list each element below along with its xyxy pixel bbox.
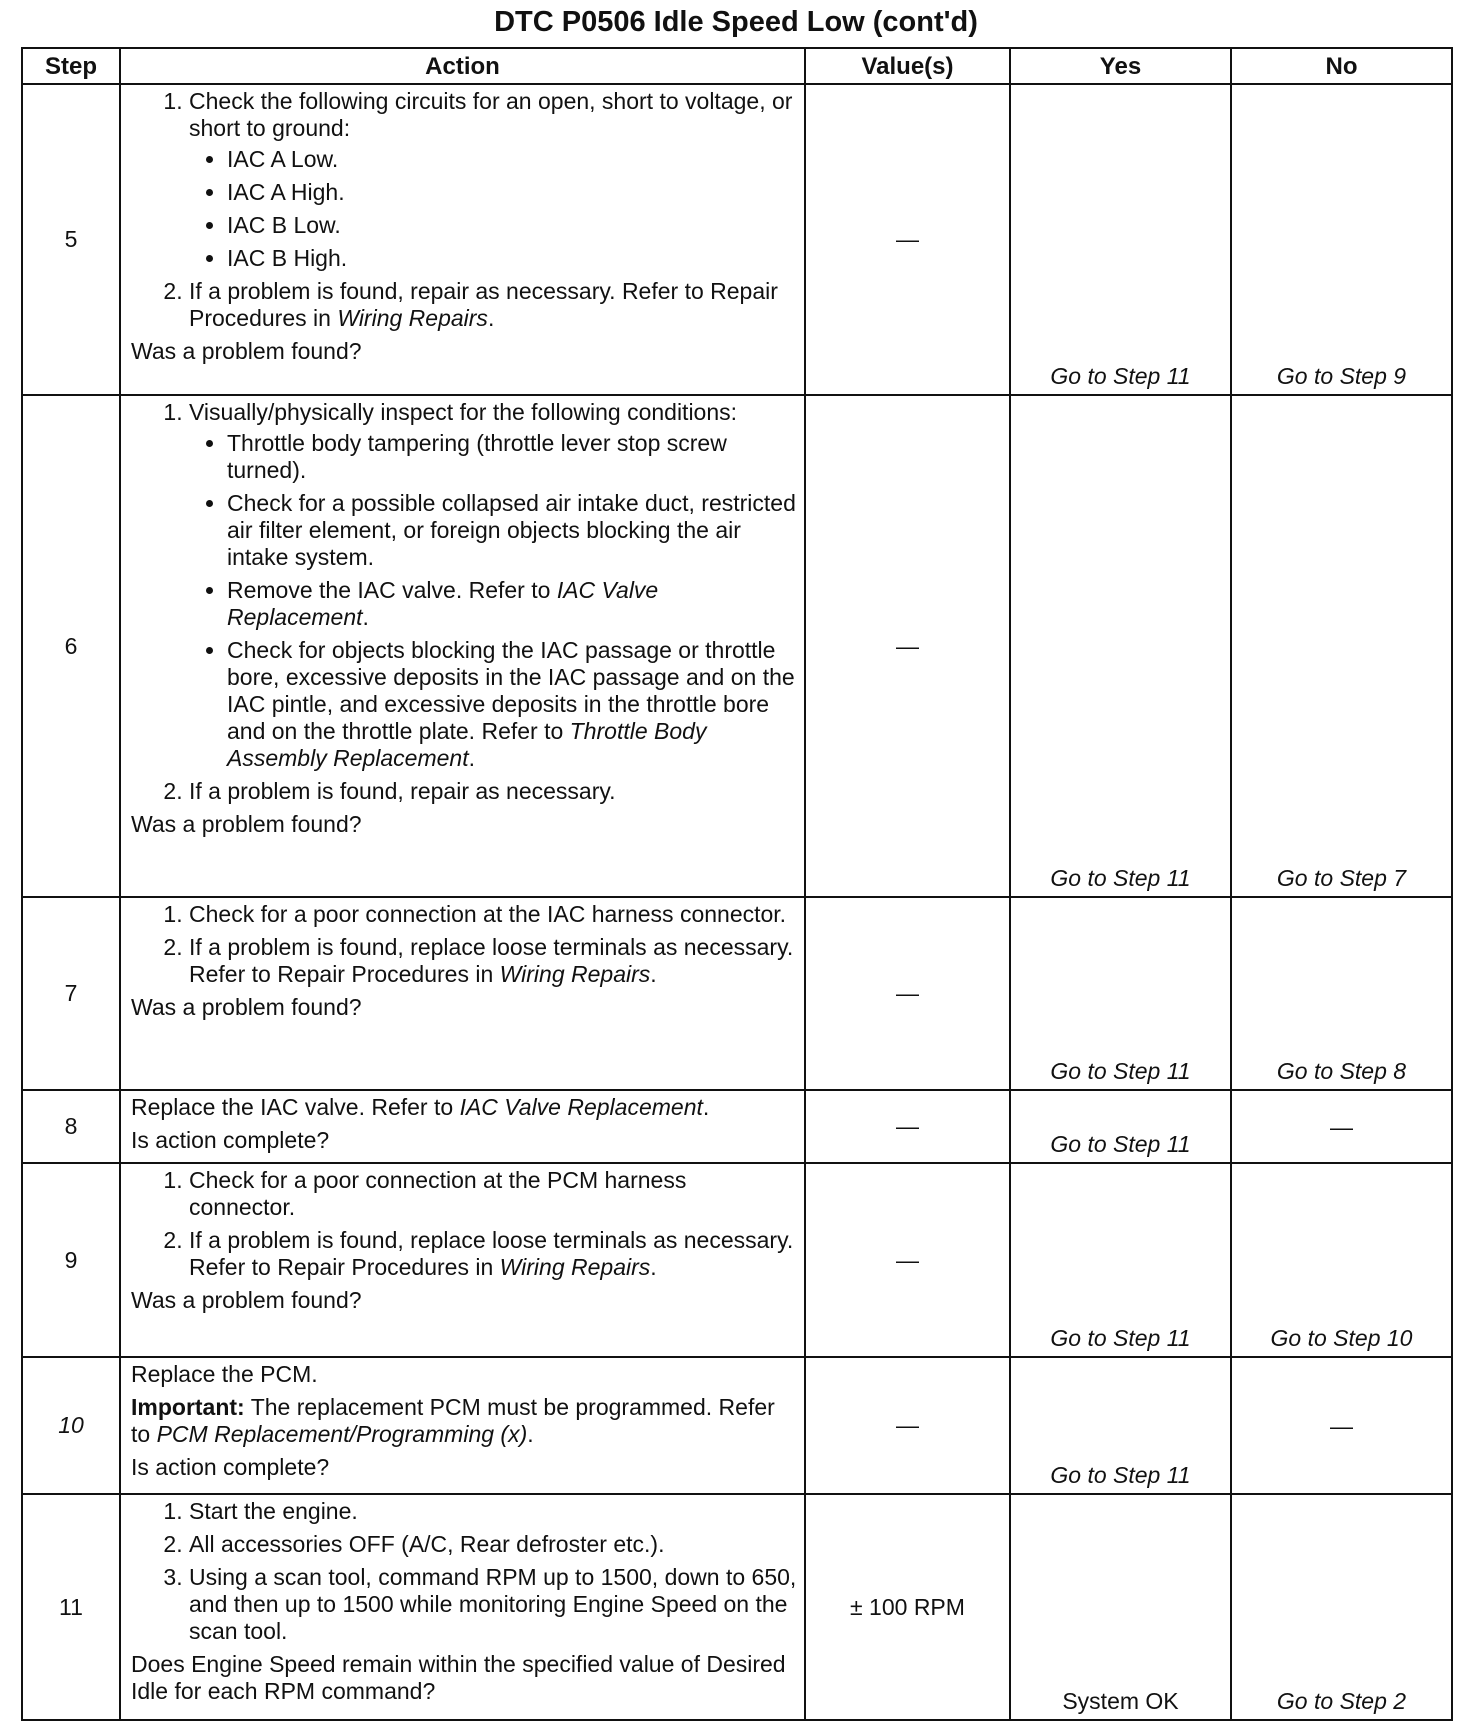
step-number: 9 (22, 1163, 120, 1357)
header-no: No (1231, 48, 1452, 84)
table-row (22, 395, 1452, 897)
step-number: 6 (22, 395, 120, 897)
list-item (189, 88, 798, 272)
value-cell: — (805, 1357, 1010, 1494)
action-line (131, 1094, 798, 1121)
list-item: 2. All accessories OFF (A/C, Rear defroster etc.). (189, 1531, 798, 1558)
list-item: • IAC B High. (227, 245, 798, 272)
reference-link: Wiring Repairs (337, 305, 488, 331)
page-title: DTC P0506 Idle Speed Low (cont'd) (494, 6, 978, 38)
list-item: 1. Check for a poor connection at the IAC harness connector. (189, 901, 798, 928)
action-cell (120, 1357, 805, 1494)
yes-cell: System OK (1010, 1494, 1231, 1720)
reference-link: PCM Replacement/Programming (x) (156, 1421, 528, 1447)
question-text: Was a problem found? (131, 1287, 362, 1313)
reference-link: Wiring Repairs (499, 961, 651, 987)
list-item (189, 1227, 798, 1281)
list-item: • Check for a possible collapsed air intake duct, restricted air filter element, or foreign objects blocking the air intake system. (227, 490, 798, 571)
value-cell: — (805, 84, 1010, 395)
list-item: 1. Check for a poor connection at the PCM harness connector. (189, 1167, 798, 1221)
action-text: If a problem is found, replace loose terminals as necessary. Refer to Repair Procedures in (189, 1227, 794, 1280)
yes-cell: Go to Step 11 (1010, 1357, 1231, 1494)
action-cell (120, 1494, 805, 1720)
step-number: 8 (22, 1090, 120, 1163)
header-yes: Yes (1010, 48, 1231, 84)
no-cell: — (1231, 1090, 1452, 1163)
value-cell: — (805, 395, 1010, 897)
question-text: Was a problem found? (131, 994, 362, 1020)
action-cell (120, 897, 805, 1090)
reference-link: Throttle Body Assembly Replacement (227, 718, 707, 771)
value-cell: — (805, 1163, 1010, 1357)
action-text: If a problem is found, replace loose terminals as necessary. Refer to Repair Procedures in (189, 934, 794, 987)
value-cell: — (805, 1090, 1010, 1163)
list-item: • IAC A Low. (227, 146, 798, 173)
list-item: 2. If a problem is found, repair as necessary. (189, 778, 798, 805)
action-text: The replacement PCM must be programmed. Refer to (131, 1394, 775, 1447)
action-cell (120, 84, 805, 395)
yes-cell: Go to Step 11 (1010, 395, 1231, 897)
bullet-list (189, 146, 798, 272)
important-note (131, 1394, 798, 1448)
punctuation: . (702, 1094, 710, 1120)
no-cell: Go to Step 10 (1231, 1163, 1452, 1357)
list-item (227, 637, 798, 772)
table-row (22, 1090, 1452, 1163)
list-item (189, 934, 798, 988)
action-list (131, 399, 798, 805)
table-row (22, 1494, 1452, 1720)
header-action: Action (120, 48, 805, 84)
no-cell: — (1231, 1357, 1452, 1494)
table-row (22, 1163, 1452, 1357)
list-item: • Throttle body tampering (throttle lever stop screw turned). (227, 430, 798, 484)
list-item (227, 577, 798, 631)
punctuation: . (468, 745, 475, 771)
reference-link: IAC Valve Replacement (227, 577, 659, 630)
table-row (22, 897, 1452, 1090)
reference-link: IAC Valve Replacement (459, 1094, 703, 1120)
action-list (131, 1498, 798, 1645)
question-text: Was a problem found? (131, 338, 362, 364)
punctuation: . (362, 604, 369, 630)
no-cell: Go to Step 7 (1231, 395, 1452, 897)
action-cell (120, 1090, 805, 1163)
step-number: 7 (22, 897, 120, 1090)
important-label: Important: (131, 1394, 245, 1420)
table-row (22, 84, 1452, 395)
diagnostic-table (21, 47, 1453, 1721)
action-cell (120, 1163, 805, 1357)
no-cell: Go to Step 9 (1231, 84, 1452, 395)
header-step: Step (22, 48, 120, 84)
yes-cell: Go to Step 11 (1010, 897, 1231, 1090)
action-list (131, 901, 798, 988)
reference-link: Wiring Repairs (499, 1254, 651, 1280)
action-text: Replace the IAC valve. Refer to (131, 1094, 460, 1120)
yes-cell: Go to Step 11 (1010, 1090, 1231, 1163)
action-line: Replace the PCM. (131, 1361, 318, 1387)
list-item: 3. Using a scan tool, command RPM up to 1500, down to 650, and then up to 1500 while monitoring Engine Speed on the scan tool. (189, 1564, 798, 1645)
punctuation: . (650, 961, 657, 987)
table-row (22, 1357, 1452, 1494)
action-list (131, 88, 798, 332)
value-cell: ± 100 RPM (805, 1494, 1010, 1720)
action-text: If a problem is found, repair as necessary. Refer to Repair Procedures in (189, 278, 778, 331)
step-number: 11 (22, 1494, 120, 1720)
list-item (189, 278, 798, 332)
question-text: Is action complete? (131, 1127, 330, 1153)
list-item: • IAC B Low. (227, 212, 798, 239)
punctuation: . (527, 1421, 534, 1447)
bullet-list (189, 430, 798, 772)
no-cell: Go to Step 8 (1231, 897, 1452, 1090)
question-text: Is action complete? (131, 1454, 330, 1480)
yes-cell: Go to Step 11 (1010, 1163, 1231, 1357)
action-text: Check for objects blocking the IAC passage or throttle bore, excessive deposits in the IAC passage and on the IAC pintle, and excessive deposits in the throttle bore and on the throttle plate. Refer to (227, 637, 795, 744)
header-values: Value(s) (805, 48, 1010, 84)
list-item: • IAC A High. (227, 179, 798, 206)
action-cell (120, 395, 805, 897)
action-list (131, 1167, 798, 1281)
action-text: Remove the IAC valve. Refer to (227, 577, 557, 603)
question-text: Was a problem found? (131, 811, 362, 837)
list-item (189, 399, 798, 772)
header-row (22, 48, 1452, 84)
list-item: 1. Start the engine. (189, 1498, 798, 1525)
step-number: 5 (22, 84, 120, 395)
yes-cell: Go to Step 11 (1010, 84, 1231, 395)
punctuation: . (650, 1254, 657, 1280)
punctuation: . (487, 305, 495, 331)
action-text: Check the following circuits for an open, short to voltage, or short to ground: (189, 88, 793, 141)
question-text: Does Engine Speed remain within the specified value of Desired Idle for each RPM command? (131, 1651, 786, 1704)
action-text: Visually/physically inspect for the following conditions: (189, 399, 738, 425)
step-number: 10 (22, 1357, 120, 1494)
no-cell: Go to Step 2 (1231, 1494, 1452, 1720)
value-cell: — (805, 897, 1010, 1090)
